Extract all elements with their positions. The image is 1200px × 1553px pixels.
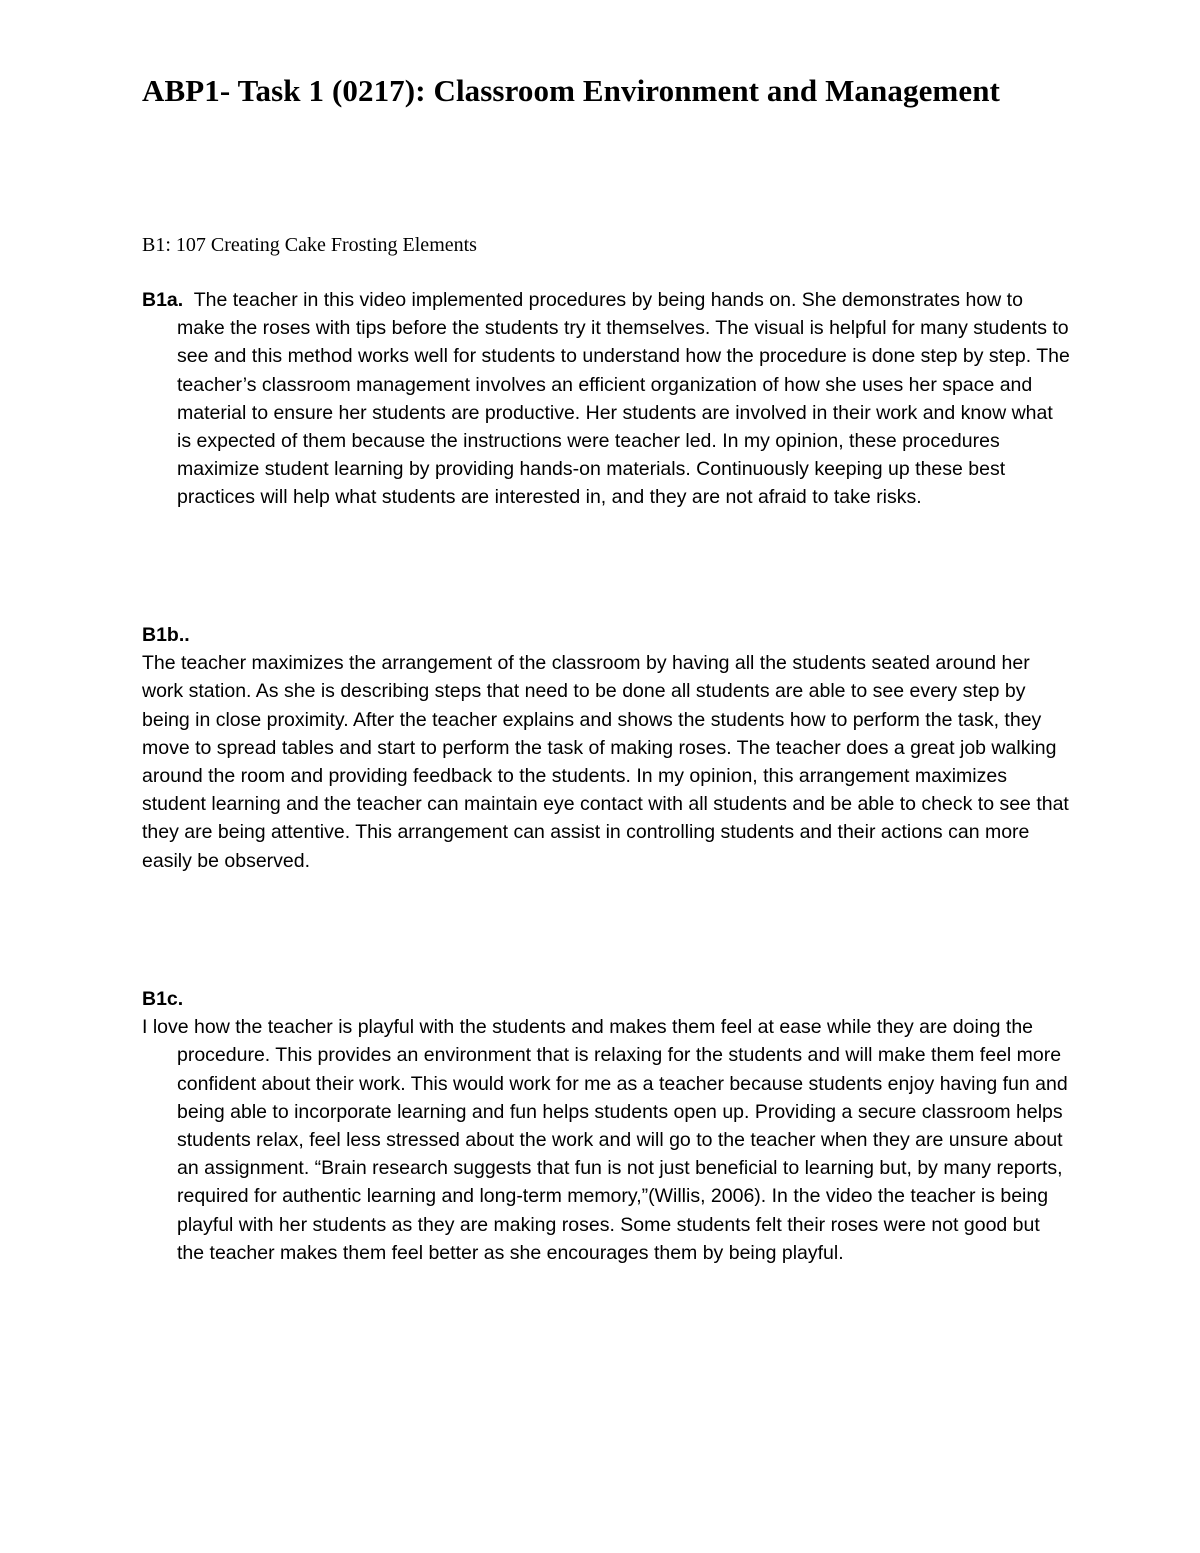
section-b1a-label: B1a. <box>142 289 184 311</box>
section-b1b-text: The teacher maximizes the arrangement of the classroom by having all the students seated around her work station. As she is describing steps that need to be done all students are able to see every step by being in close proximity. After the teacher explains and shows the students how to perform the task, they move to spread tables and start to perform the task of making roses. The teacher does a great job walking around the room and providing feedback to the students. In my opinion, this arrangement maximizes student learning and the teacher can maintain eye contact with all students and be able to check to see that they are being attentive. This arrangement can assist in controlling students and their actions can more easily be observed. <box>142 652 1069 872</box>
video-heading: B1: 107 Creating Cake Frosting Elements <box>142 234 477 256</box>
section-b1c <box>142 985 1072 1267</box>
section-b1c-label: B1c. <box>142 988 184 1010</box>
document-title: ABP1- Task 1 (0217): Classroom Environment and Management <box>142 73 1000 108</box>
section-b1a <box>142 286 1072 512</box>
section-b1b-label: B1b.. <box>142 624 190 646</box>
section-b1c-text: I love how the teacher is playful with the students and makes them feel at ease while they are doing the procedure. This provides an environment that is relaxing for the students and will make them feel more confident about their work. This would work for me as a teacher because students enjoy having fun and being able to incorporate learning and fun helps students open up. Providing a secure classroom helps students relax, feel less stressed about the work and will go to the teacher when they are unsure about an assignment. “Brain research suggests that fun is not just beneficial to learning but, by many reports, required for authentic learning and long-term memory,”(Willis, 2006). In the video the teacher is being playful with her students as they are making roses. Some students felt their roses were not good but the teacher makes them feel better as she encourages them by being playful. <box>142 1016 1068 1264</box>
section-b1a-text: The teacher in this video implemented procedures by being hands on. She demonstrates how to make the roses with tips before the students try it themselves. The visual is helpful for many students to see and this method works well for students to understand how the procedure is done step by step. The teacher’s classroom management involves an efficient organization of how she uses her space and material to ensure her students are productive. Her students are involved in their work and know what is expected of them because the instructions were teacher led. In my opinion, these procedures maximize student learning by providing hands-on materials. Continuously keeping up these best practices will help what students are interested in, and they are not afraid to take risks. <box>177 289 1070 509</box>
section-b1a-paragraph <box>142 286 1072 512</box>
section-b1b <box>142 621 1072 875</box>
